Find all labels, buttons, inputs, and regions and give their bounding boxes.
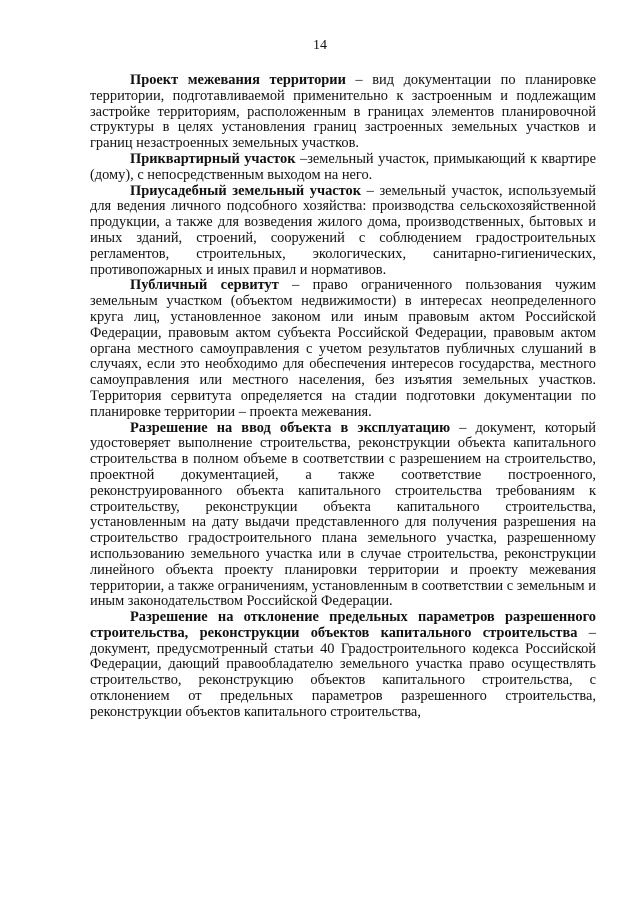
definition-paragraph-3 (90, 184, 596, 279)
page-number: 14 (313, 38, 327, 53)
definition-text: – документ, который удостоверяет выполнение строительства, реконструкции объекта капитального строительства в полном объеме в соответствии с разрешением на строительство, проектной документацией, а также соответствие построенного, реконструированного объекта капитального строительства требованиям к строительству, реконструкции объекта капитального строительства, установленным на дату выдачи представленного для получения разрешения на строительство градостроительного плана земельного участка, разрешенному использованию земельного участка или в случае строительства, реконструкции линейного объекта проекту планировки территории и проекту межевания территории, а также ограничениям, установленным в соответствии с земельным и иным законодательством Российской Федерации. (90, 419, 596, 610)
definition-text: – право ограниченного пользования чужим земельным участком (объектом недвижимости) в интересах неопределенного круга лиц, установленное законом или иным правовым актом Российской Федерации, правовым актом субъекта Российской Федерации, правовым актом органа местного самоуправления с учетом результатов публичных слушаний в случаях, если это необходимо для обеспечения интересов государства, местного самоуправления или местного населения, без изъятия земельных участков. Территория сервитута определяется на стадии подготовки документации по планировке территории – проекта межевания. (90, 277, 596, 420)
definition-paragraph-1 (90, 73, 596, 152)
definition-paragraph-6 (90, 610, 596, 721)
definition-paragraph-2 (90, 152, 596, 184)
term: Разрешение на отклонение предельных параметров разрешенного строительства, реконструкции объектов капитального строительства (90, 609, 596, 641)
term: Приусадебный земельный участок (130, 182, 362, 199)
definition-text: – документ, предусмотренный статьи 40 Градостроительного кодекса Российской Федерации, дающий правообладателю земельного участка право осуществлять строительство, реконструкцию объектов капитального строительства, с отклонением от предельных параметров разрешенного строительства, реконструкции объектов капитального строительства, (90, 624, 596, 720)
term: Приквартирный участок (130, 150, 296, 167)
definition-text: – вид документации по планировке территории, подготавливаемой применительно к застроенным и подлежащим застройке территориям, расположенным в границах элементов планировочной структуры в целях установления границ застроенных земельных участков и границ незастроенных земельных участков. (90, 72, 596, 152)
term: Публичный сервитут (130, 277, 279, 294)
definition-text: –земельный участок, примыкающий к квартире (дому), с непосредственным выходом на него. (90, 150, 596, 183)
definition-paragraph-5 (90, 421, 596, 611)
term: Проект межевания территории (130, 72, 346, 88)
definition-paragraph-4 (90, 278, 596, 420)
term: Разрешение на ввод объекта в эксплуатацию (130, 419, 451, 436)
document-body (90, 73, 596, 721)
definition-text: – земельный участок, используемый для ведения личного подсобного хозяйства: производства сельскохозяйственной продукции, а также для возведения жилого дома, производственных, бытовых и иных зданий, строений, сооружений с соблюдением градостроительных регламентов, строительных, экологических, санитарно-гигиенических, противопожарных и иных правил и нормативов. (90, 182, 596, 278)
